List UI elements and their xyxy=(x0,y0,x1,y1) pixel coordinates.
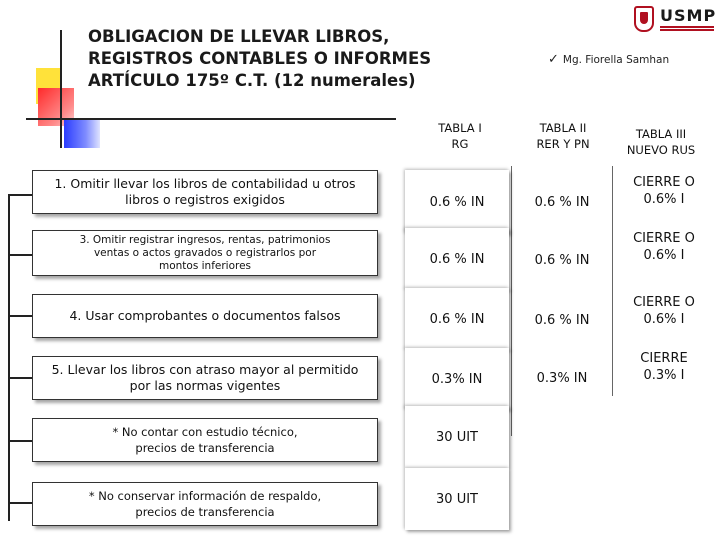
cell-tabla-iii-row-3: CIERRE O 0.6% I xyxy=(614,226,714,268)
bracket-tick xyxy=(8,315,32,317)
cell-tabla-ii-row-1: 0.6 % IN xyxy=(514,176,610,228)
row-label-1: 1. Omitir llevar los libros de contabilidad u otros libros o registros exigidos xyxy=(32,170,378,214)
bracket-tick xyxy=(8,377,32,379)
logo-tagline-lines xyxy=(660,26,714,31)
column-divider xyxy=(612,166,613,396)
slide-title xyxy=(88,26,432,92)
bracket-tick xyxy=(8,254,32,256)
cell-tabla-iii-row-5: CIERRE 0.3% I xyxy=(614,346,714,388)
decor-blue-square xyxy=(64,118,100,148)
cell-tabla-i-row-3: 0.6 % IN xyxy=(405,228,509,290)
logo-name: USMP xyxy=(660,6,717,25)
row-label-estudio-tecnico: * No contar con estudio técnico, precios de transferencia xyxy=(32,418,378,462)
decor-vertical-line xyxy=(60,30,62,148)
cell-tabla-ii-row-3: 0.6 % IN xyxy=(514,234,610,286)
cell-tabla-ii-row-4: 0.6 % IN xyxy=(514,294,610,346)
cell-tabla-ii-row-5: 0.3% IN xyxy=(514,352,610,404)
bracket-tick xyxy=(8,502,32,504)
author-name: Mg. Fiorella Samhan xyxy=(562,54,670,66)
cell-tabla-i-estudio-tecnico: 30 UIT xyxy=(405,406,509,468)
cell-tabla-iii-row-4: CIERRE O 0.6% I xyxy=(614,290,714,332)
cell-tabla-i-informacion-respaldo: 30 UIT xyxy=(405,468,509,530)
bracket-tick xyxy=(8,194,32,196)
cell-tabla-i-row-4: 0.6 % IN xyxy=(405,288,509,350)
title-line: REGISTROS CONTABLES O INFORMES xyxy=(88,49,432,68)
column-divider xyxy=(511,166,512,436)
university-crest-icon xyxy=(634,6,654,32)
column-header-tabla-i: TABLA I RG xyxy=(438,121,482,151)
author-label xyxy=(548,52,669,67)
bracket-line xyxy=(8,195,10,521)
decor-horizontal-line xyxy=(26,118,396,120)
title-line: OBLIGACION DE LLEVAR LIBROS, xyxy=(88,27,390,46)
cell-tabla-iii-row-1: CIERRE O 0.6% I xyxy=(614,170,714,212)
cell-tabla-i-row-5: 0.3% IN xyxy=(405,348,509,410)
column-header-tabla-iii: TABLA III NUEVO RUS xyxy=(626,127,696,157)
bracket-tick xyxy=(8,440,32,442)
row-label-3: 3. Omitir registrar ingresos, rentas, patrimonios ventas o actos gravados o registrarlos por montos inferiores xyxy=(32,230,378,276)
row-label-informacion-respaldo: * No conservar información de respaldo, precios de transferencia xyxy=(32,482,378,526)
checkmark-icon: ✓ xyxy=(548,52,559,67)
column-header-tabla-ii: TABLA II RER Y PN xyxy=(536,121,590,151)
usmp-logo xyxy=(634,6,716,36)
row-label-5: 5. Llevar los libros con atraso mayor al permitido por las normas vigentes xyxy=(32,356,378,400)
cell-tabla-i-row-1: 0.6 % IN xyxy=(405,170,509,234)
row-label-4: 4. Usar comprobantes o documentos falsos xyxy=(32,294,378,338)
title-line: ARTÍCULO 175º C.T. (12 numerales) xyxy=(88,71,416,90)
